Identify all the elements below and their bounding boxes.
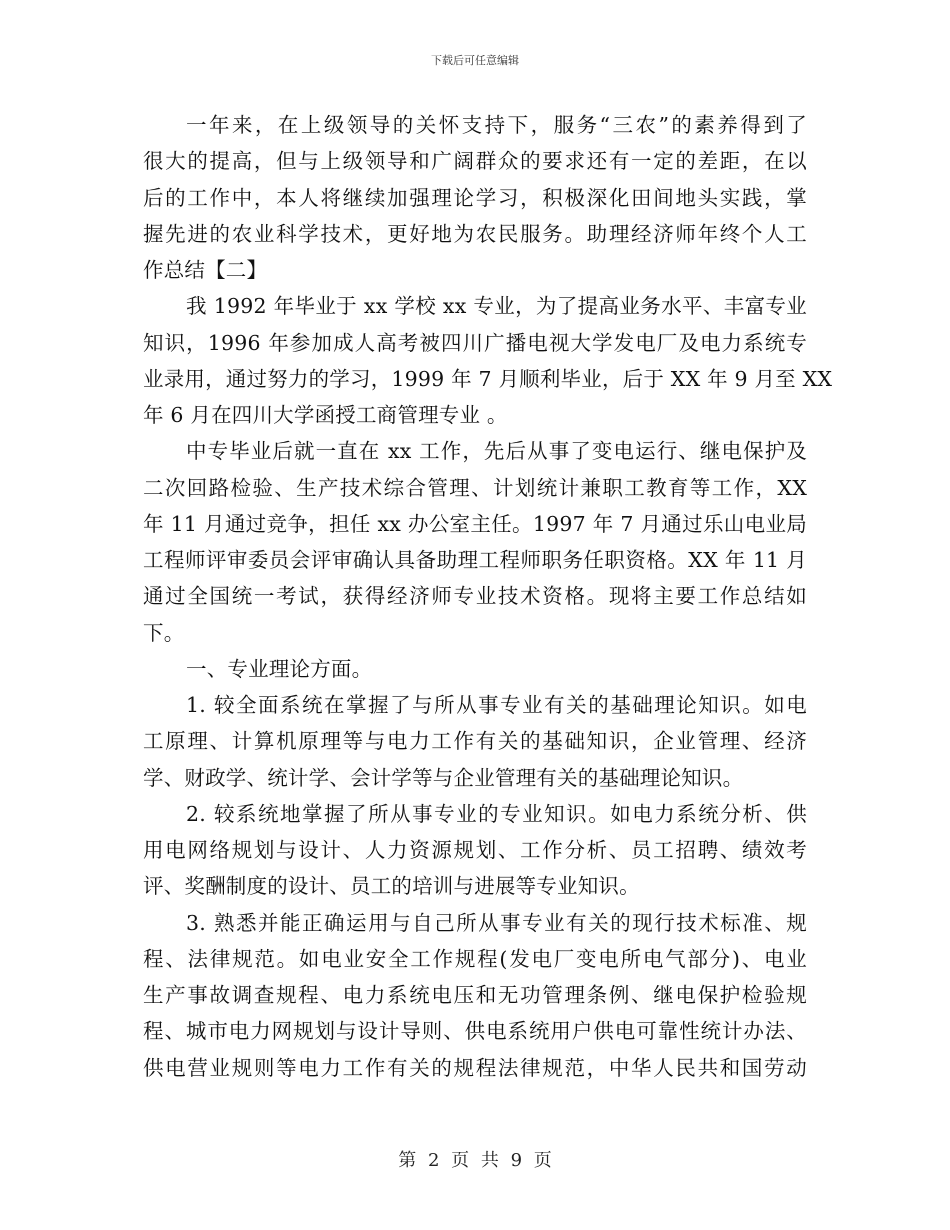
text-line: 3. 熟悉并能正确运用与自己所从事专业有关的现行技术标准、规 — [186, 910, 807, 935]
text-line: 作总结【二】 — [143, 258, 268, 282]
text-line: 一、专业理论方面。 — [186, 656, 373, 681]
text-line: 很大的提高，但与上级领导和广阔群众的要求还有一定的差距，在以 — [143, 149, 807, 174]
text-line: 程、城市电力网规划与设计导则、供电系统用户供电可靠性统计办法、 — [143, 1019, 807, 1044]
page-footer: 第 2 页 共 9 页 — [398, 1150, 552, 1171]
text-line: 后的工作中，本人将继续加强理论学习，积极深化田间地头实践，掌 — [143, 185, 807, 210]
text-line: 生产事故调查规程、电力系统电压和无功管理条例、继电保护检验规 — [143, 983, 807, 1007]
text-line: 评、奖酬制度的设计、员工的培训与进展等专业知识。 — [143, 874, 640, 899]
page-header: 下载后可任意编辑 — [431, 54, 519, 67]
text-line: 业录用，通过努力的学习，1999 年 7 月顺利毕业，后于 XX 年 9 月至 XX — [143, 366, 833, 391]
text-line: 2. 较系统地掌握了所从事专业的专业知识。如电力系统分析、供 — [186, 801, 807, 826]
text-line: 工程师评审委员会评审确认具备助理工程师职务任职资格。XX 年 11 月 — [143, 548, 807, 572]
text-line: 年 11 月通过竞争，担任 xx 办公室主任。1997 年 7 月通过乐山电业局 — [143, 511, 807, 536]
text-line: 下。 — [143, 620, 185, 645]
document-body — [143, 107, 833, 1086]
text-line: 知识，1996 年参加成人高考被四川广播电视大学发电厂及电力系统专 — [143, 330, 807, 355]
text-line: 二次回路检验、生产技术综合管理、计划统计兼职工教育等工作，XX — [143, 475, 807, 500]
text-line: 程、法律规范。如电业安全工作规程(发电厂变电所电气部分)、电业 — [143, 946, 807, 971]
text-line: 一年来，在上级领导的关怀支持下，服务“三农”的素养得到了 — [186, 113, 807, 137]
text-line: 握先进的农业科学技术，更好地为农民服务。助理经济师年终个人工 — [143, 221, 807, 246]
text-line: 年 6 月在四川大学函授工商管理专业 。 — [143, 403, 508, 427]
text-line: 供电营业规则等电力工作有关的规程法律规范，中华人民共和国劳动 — [143, 1055, 807, 1080]
text-line: 工原理、计算机原理等与电力工作有关的基础知识，企业管理、经济 — [143, 729, 807, 754]
text-line: 通过全国统一考试，获得经济师专业技术资格。现将主要工作总结如 — [143, 584, 807, 609]
text-line: 我 1992 年毕业于 xx 学校 xx 专业，为了提高业务水平、丰富专业 — [186, 294, 807, 319]
text-line: 用电网络规划与设计、人力资源规划、工作分析、员工招聘、绩效考 — [143, 838, 807, 862]
text-line: 中专毕业后就一直在 xx 工作，先后从事了变电运行、继电保护及 — [186, 439, 807, 464]
text-line: 1. 较全面系统在掌握了与所从事专业有关的基础理论知识。如电 — [186, 693, 807, 717]
text-line: 学、财政学、统计学、会计学等与企业管理有关的基础理论知识。 — [143, 765, 744, 790]
